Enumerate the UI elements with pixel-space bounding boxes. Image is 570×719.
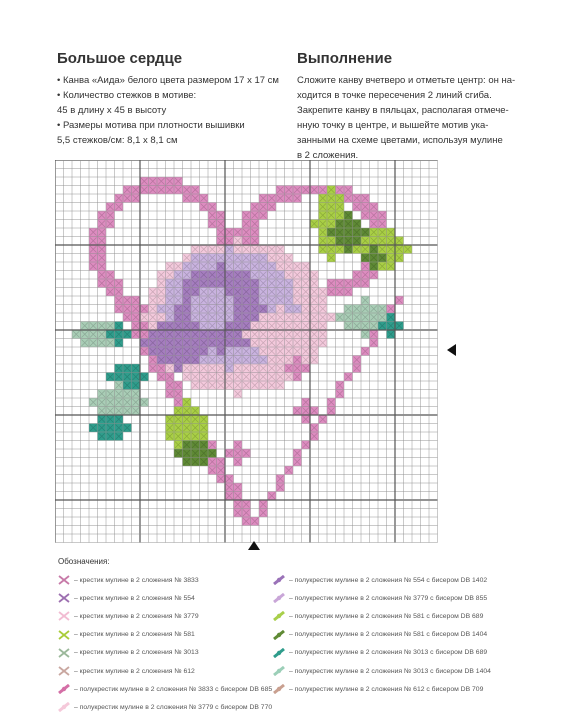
cross-stitch-icon <box>58 666 70 676</box>
instructions-column <box>297 50 522 163</box>
legend-item-label: – полукрестик мулине в 2 сложения № 581 с бисером DB 1404 <box>289 631 488 639</box>
legend-item-label: – полукрестик мулине в 2 сложения № 3833 с бисером DB 685 <box>74 685 273 693</box>
legend-item-label: – полукрестик мулине в 2 сложения № 3013 с бисером DB 1404 <box>289 667 491 675</box>
legend-item <box>273 662 491 680</box>
legend-item <box>58 607 272 625</box>
materials-line-3: 45 в длину х 45 в высоту <box>57 105 167 116</box>
center-marker-bottom-icon <box>248 541 260 550</box>
legend-item <box>273 589 491 607</box>
legend-item-label: – полукрестик мулине в 2 сложения № 3779 с бисером DB 855 <box>289 594 488 602</box>
legend-item-label: – полукрестик мулине в 2 сложения № 581 с бисером DB 689 <box>289 612 484 620</box>
instructions-line-5: занными на схеме цветами, используя мулине <box>297 135 503 146</box>
legend-item-label: – полукрестик мулине в 2 сложения № 612 с бисером DB 709 <box>289 685 484 693</box>
instructions-title: Выполнение <box>297 50 393 67</box>
legend-item-label: – полукрестик мулине в 2 сложения № 554 с бисером DB 1402 <box>289 576 488 584</box>
legend-item-label: – крестик мулине в 2 сложения № 3779 <box>74 612 199 620</box>
cross-stitch-chart <box>55 160 445 545</box>
half-stitch-icon <box>273 630 285 640</box>
legend-item <box>58 571 272 589</box>
legend-item-label: – крестик мулине в 2 сложения № 3833 <box>74 576 199 584</box>
instructions-line-2: ходится в точке пересечения 2 линий сгиба. <box>297 90 492 101</box>
half-stitch-icon <box>273 611 285 621</box>
legend-item <box>273 644 491 662</box>
legend-item <box>58 698 272 716</box>
instructions-line-6: в 2 сложения. <box>297 150 359 161</box>
stitch-grid <box>55 160 445 545</box>
materials-line-5: 5,5 стежков/см: 8,1 х 8,1 см <box>57 135 178 146</box>
half-stitch-icon <box>273 666 285 676</box>
legend-item <box>273 626 491 644</box>
legend-item <box>58 680 272 698</box>
cross-stitch-icon <box>58 611 70 621</box>
legend-item-label: – крестик мулине в 2 сложения № 612 <box>74 667 195 675</box>
half-stitch-icon <box>273 575 285 585</box>
half-stitch-icon <box>58 702 70 712</box>
legend-item-label: – полукрестик мулине в 2 сложения № 3013 с бисером DB 689 <box>289 649 488 657</box>
instructions-line-4: нную точку в центре, и вышейте мотив ука- <box>297 120 489 131</box>
legend-item <box>58 626 272 644</box>
cross-stitch-icon <box>58 575 70 585</box>
cross-stitch-icon <box>58 648 70 658</box>
instructions-line-1: Сложите канву вчетверо и отметьте центр: он на- <box>297 75 516 86</box>
legend-item <box>58 644 272 662</box>
materials-line-4: • Размеры мотива при плотности вышивки <box>57 118 297 133</box>
legend-left-column <box>58 571 272 717</box>
legend-title: Обозначения: <box>58 557 110 566</box>
materials-line-1: • Канва «Аида» белого цвета размером 17 х 17 см <box>57 73 297 88</box>
legend <box>58 557 538 711</box>
legend-item-label: – полукрестик мулине в 2 сложения № 3779 с бисером DB 770 <box>74 703 273 711</box>
legend-item-label: – крестик мулине в 2 сложения № 554 <box>74 594 195 602</box>
legend-item-label: – крестик мулине в 2 сложения № 3013 <box>74 649 199 657</box>
half-stitch-icon <box>273 684 285 694</box>
legend-item-label: – крестик мулине в 2 сложения № 581 <box>74 631 195 639</box>
half-stitch-icon <box>58 684 70 694</box>
half-stitch-icon <box>273 593 285 603</box>
materials-column <box>57 50 297 148</box>
legend-right-column <box>273 571 491 698</box>
center-marker-right-icon <box>447 344 456 356</box>
legend-item <box>58 589 272 607</box>
instructions-line-3: Закрепите канву в пяльцах, располагая отмече- <box>297 105 509 116</box>
cross-stitch-icon <box>58 630 70 640</box>
legend-item <box>273 571 491 589</box>
legend-item <box>273 607 491 625</box>
materials-line-2: • Количество стежков в мотиве: <box>57 88 297 103</box>
half-stitch-icon <box>273 648 285 658</box>
cross-stitch-icon <box>58 593 70 603</box>
legend-item <box>273 680 491 698</box>
legend-item <box>58 662 272 680</box>
materials-title: Большое сердце <box>57 50 183 67</box>
